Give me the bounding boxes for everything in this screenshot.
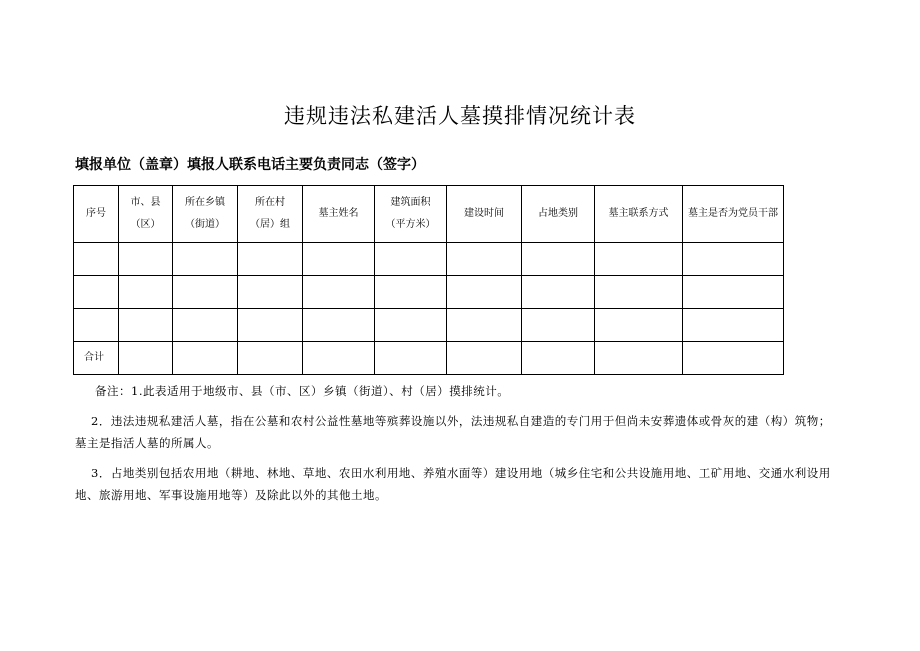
table-row <box>74 243 784 276</box>
table-row <box>74 309 784 342</box>
header-build-time: 建设时间 <box>447 186 522 243</box>
header-serial: 序号 <box>74 186 119 243</box>
header-village: 所在村 （居）组 <box>238 186 303 243</box>
notes-section <box>75 380 835 514</box>
header-town: 所在乡镇 （街道） <box>173 186 238 243</box>
header-owner-contact: 墓主联系方式 <box>595 186 683 243</box>
fill-info-line: 填报单位（盖章）填报人联系电话主要负责同志（签字） <box>75 157 425 173</box>
table-row <box>74 276 784 309</box>
header-floor-area: 建筑面积 （平方米） <box>375 186 447 243</box>
statistics-table <box>73 185 784 375</box>
note-1: 备注：1.此表适用于地级市、县（市、区）乡镇（街道）、村（居）摸排统计。 <box>95 384 510 398</box>
header-party-cadre: 墓主是否为党员干部 <box>683 186 784 243</box>
header-city-county: 市、县 （区） <box>119 186 173 243</box>
document-title: 违规违法私建活人墓摸排情况统计表 <box>284 104 636 128</box>
table-header-row <box>74 186 784 243</box>
total-row <box>74 342 784 375</box>
note-2: 2．违法违规私建活人墓，指在公墓和农村公益性墓地等殡葬设施以外，法违规私自建造的专门用于但尚未安葬遗体或骨灰的建（构）筑物；墓主是指活人墓的所属人。 <box>75 414 831 450</box>
note-3: 3．占地类别包括农用地（耕地、林地、草地、农田水利用地、养殖水面等）建设用地（城乡住宅和公共设施用地、工矿用地、交通水利设用地、旅游用地、军事设施用地等）及除此以外的其他土地。 <box>75 466 831 502</box>
header-land-category: 占地类别 <box>522 186 595 243</box>
total-label: 合计 <box>74 342 119 375</box>
header-owner-name: 墓主姓名 <box>303 186 375 243</box>
